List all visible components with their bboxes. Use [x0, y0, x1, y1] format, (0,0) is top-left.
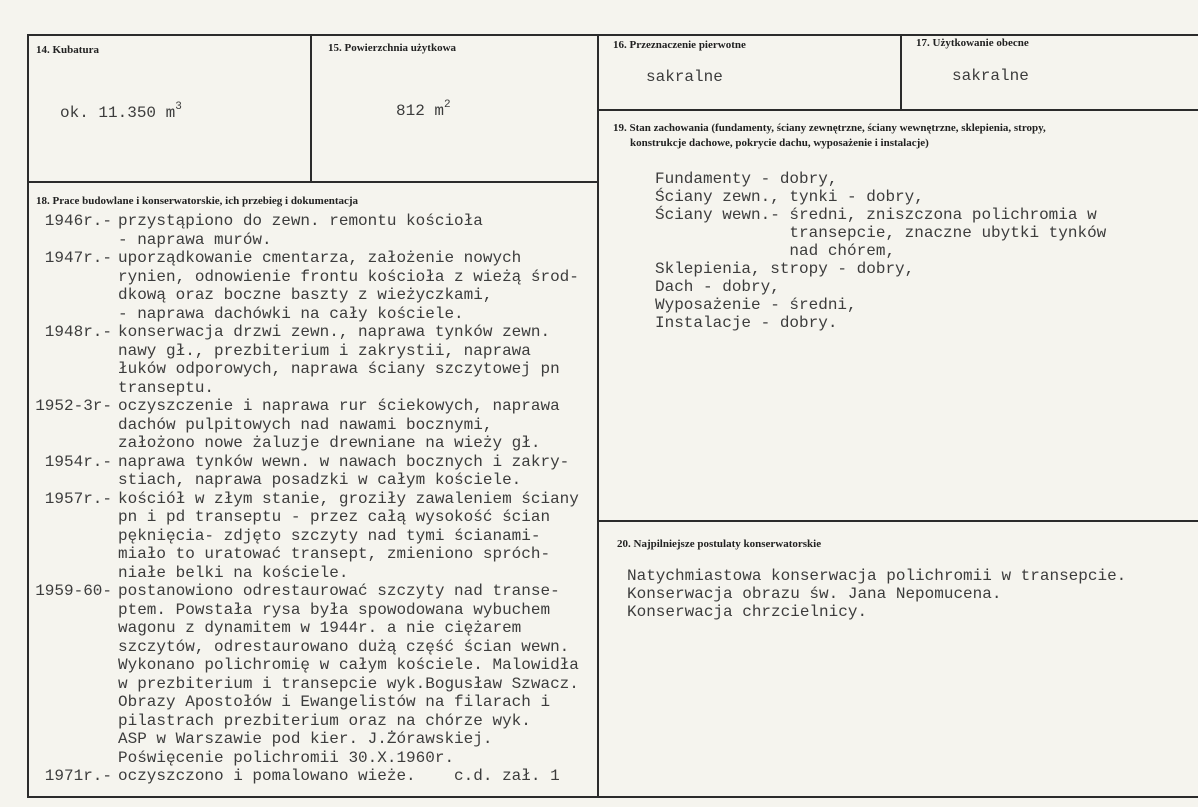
- divider-16-19: [597, 109, 1198, 111]
- box18-entry-text: oczyszczenie i naprawa rur ściekowych, naprawa: [118, 397, 560, 415]
- box18-entry-year: [14, 342, 112, 361]
- box18-entry-line: [14, 656, 614, 675]
- box18-entry-line: [14, 749, 614, 768]
- box15-value: [396, 99, 451, 123]
- box18-entry-text: postanowiono odrestaurować szczyty nad transe-: [118, 582, 560, 600]
- box18-entry-line: [14, 286, 614, 305]
- box18-entry-line: [14, 397, 614, 416]
- box16-value: sakralne: [646, 68, 723, 86]
- box18-entry-line: [14, 675, 614, 694]
- box18-entry-text: dkową oraz boczne baszty z wieżyczkami,: [118, 286, 493, 304]
- box18-entry-year: 1947r.-: [44, 249, 112, 267]
- box18-entry-text: stiach, naprawa posadzki w całym kościele.: [118, 471, 522, 489]
- box18-entry-line: [14, 527, 614, 546]
- box19-line: Instalacje - dobry.: [655, 314, 838, 332]
- box18-entry-year: [14, 730, 112, 749]
- box18-entry-text: dachów pulpitowych nad nawami bocznymi,: [118, 415, 493, 434]
- box20-body: [627, 567, 1126, 621]
- box18-entry-line: [14, 249, 614, 268]
- box18-entry-year: [14, 508, 112, 527]
- box20-line: Konserwacja chrzcielnicy.: [627, 603, 868, 621]
- box18-entry-text: przystąpiono do zewn. remontu kościoła: [118, 212, 483, 230]
- box14-value: [60, 101, 182, 125]
- box14-value-sup: 3: [175, 101, 182, 113]
- box18-entry-text: Obrazy Apostołów i Ewangelistów na filarach i: [118, 693, 551, 711]
- box18-entry-line: [14, 379, 614, 398]
- box17-header: 17. Użytkowanie obecne: [916, 37, 1029, 49]
- box18-entry-line: [14, 360, 614, 379]
- box18-entry-text: ptem. Powstała rysa była spowodowana wybuchem: [118, 600, 551, 619]
- box15-value-sup: 2: [444, 99, 451, 111]
- box15-value-text: 812 m: [396, 102, 445, 120]
- box18-entry-year: [14, 471, 112, 490]
- box18-entry-line: [14, 638, 614, 657]
- box18-entry-year: 1971r.-: [44, 767, 112, 785]
- box18-entry-line: [14, 508, 614, 527]
- border-bottom: [27, 796, 1198, 798]
- box18-entry-text: łuków odporowych, naprawa ściany szczytowej pn: [118, 360, 560, 378]
- box18-entry-year: [14, 416, 112, 435]
- box19-line: Fundamenty - dobry,: [655, 170, 838, 188]
- box18-entry-line: [14, 231, 614, 250]
- box18-header: 18. Prace budowlane i konserwatorskie, ich przebieg i dokumentacja: [36, 195, 359, 207]
- box18-entry-text: założono nowe żaluzje drewniane na wieży gł.: [118, 434, 541, 452]
- box19-line: Wyposażenie - średni,: [655, 296, 857, 314]
- box18-entry-year: [14, 305, 112, 324]
- box18-entry-line: [14, 582, 614, 601]
- box19-line: transepcie, znaczne ubytki tynków: [655, 224, 1107, 242]
- box19-line: Ściany wewn.- średni, zniszczona polichromia w: [655, 206, 1097, 224]
- box19-line: nad chórem,: [655, 242, 896, 260]
- box18-entry-year: [14, 601, 112, 620]
- box18-entry-line: [14, 453, 614, 472]
- box18-entry-line: [14, 268, 614, 287]
- box18-entry-text: - naprawa murów.: [118, 230, 272, 249]
- box18-entry-line: [14, 730, 614, 749]
- box18-entry-text: ASP w Warszawie pod kier. J.Żórawskiej.: [118, 730, 493, 748]
- box18-entry-line: [14, 212, 614, 231]
- box18-entry-year: 1948r.-: [44, 323, 112, 341]
- box18-entry-year: 1954r.-: [44, 452, 112, 471]
- box20-line: Natychmiastowa konserwacja polichromii w transepcie.: [627, 567, 1127, 585]
- box18-entry-year: [14, 638, 112, 657]
- box18-entry-text: nawy gł., prezbiterium i zakrystii, naprawa: [118, 341, 531, 360]
- box18-entry-year: [14, 693, 112, 712]
- box18-entry-text: kościół w złym stanie, groziły zawaleniem ściany: [118, 489, 579, 508]
- box18-entry-year: [14, 564, 112, 583]
- box18-entry-line: [14, 693, 614, 712]
- box19-header-line2: konstrukcje dachowe, pokrycie dachu, wyposażenie i instalacje): [630, 137, 929, 149]
- box18-entry-text: Poświęcenie polichromii 30.X.1960r.: [118, 748, 455, 767]
- box18-entry-line: [14, 564, 614, 583]
- box19-header-line1: 19. Stan zachowania (fundamenty, ściany zewnętrzne, ściany wewnętrzne, sklepienia, stropy,: [613, 122, 1046, 134]
- box18-entry-year: 1957r.-: [44, 489, 112, 508]
- box15-header: 15. Powierzchnia użytkowa: [328, 42, 457, 54]
- box19-line: Sklepienia, stropy - dobry,: [655, 260, 915, 278]
- divider-19-20: [597, 520, 1198, 522]
- box18-entry-text: miało to uratować transept, zmieniono spróch-: [118, 545, 551, 563]
- box18-entry-line: [14, 323, 614, 342]
- box18-entry-line: [14, 471, 614, 490]
- box17-value: sakralne: [952, 67, 1029, 85]
- box18-entry-text: Wykonano polichromię w całym kościele. Malowidła: [118, 656, 579, 674]
- box18-entry-text: rynien, odnowienie frontu kościoła z wieżą środ-: [118, 267, 579, 286]
- box18-entry-year: [14, 545, 112, 564]
- box18-entry-year: 1946r.-: [44, 212, 112, 230]
- box18-entry-line: [14, 619, 614, 638]
- box18-entry-year: [14, 749, 112, 768]
- box18-entry-text: konserwacja drzwi zewn., naprawa tynków zewn.: [118, 323, 551, 341]
- box18-entry-text: - naprawa dachówki na cały kościele.: [118, 304, 464, 323]
- box18-entry-year: 1952-3r-: [35, 397, 112, 415]
- box18-entry-year: [14, 675, 112, 694]
- box18-entry-line: [14, 712, 614, 731]
- box18-entry-year: [14, 231, 112, 250]
- box14-header: 14. Kubatura: [36, 44, 99, 56]
- box18-entry-year: [14, 268, 112, 287]
- box19-line: Dach - dobry,: [655, 278, 780, 296]
- box18-body: [14, 212, 614, 786]
- box18-entry-line: [14, 545, 614, 564]
- box18-entry-line: [14, 434, 614, 453]
- box18-entry-year: [14, 619, 112, 638]
- box18-entry-line: [14, 416, 614, 435]
- box18-entry-year: [14, 527, 112, 546]
- box18-entry-line: [14, 342, 614, 361]
- box18-entry-year: 1959-60-: [35, 582, 112, 600]
- box18-entry-line: [14, 305, 614, 324]
- box18-entry-text: uporządkowanie cmentarza, założenie nowych: [118, 249, 522, 267]
- box18-entry-text: oczyszczono i pomalowano wieże. c.d. zał. 1: [118, 767, 560, 785]
- box18-entry-line: [14, 601, 614, 620]
- box18-entry-year: [14, 434, 112, 453]
- divider-row1-left: [27, 181, 598, 183]
- box18-entry-line: [14, 490, 614, 509]
- box18-entry-text: pilastrach prezbiterium oraz na chórze wyk.: [118, 711, 531, 730]
- box18-entry-text: niałe belki na kościele.: [118, 563, 349, 582]
- box18-entry-year: [14, 656, 112, 675]
- divider-16-17: [900, 34, 902, 110]
- box18-entry-text: pn i pd transeptu - przez całą wysokość ścian: [118, 508, 551, 526]
- box18-entry-text: pęknięcia- zdjęto szczyty nad tymi ścianami-: [118, 526, 541, 545]
- box18-entry-text: naprawa tynków wewn. w nawach bocznych i zakry-: [118, 452, 570, 471]
- box18-entry-text: szczytów, odrestaurowano dużą część ścian wewn.: [118, 637, 570, 656]
- box19-body: [655, 170, 1106, 332]
- box18-entry-year: [14, 286, 112, 305]
- box18-entry-year: [14, 379, 112, 398]
- box19-line: Ściany zewn., tynki - dobry,: [655, 188, 924, 206]
- box18-entry-year: [14, 712, 112, 731]
- box20-header: 20. Najpilniejsze postulaty konserwatorskie: [617, 538, 822, 550]
- box14-value-text: ok. 11.350 m: [60, 104, 176, 122]
- divider-14-15: [310, 34, 312, 182]
- box18-entry-text: transeptu.: [118, 378, 215, 397]
- box18-entry-text: w prezbiterium i transepcie wyk.Bogusław Szwacz.: [118, 674, 579, 693]
- box18-entry-text: wagonu z dynamitem w 1944r. a nie ciężarem: [118, 619, 522, 637]
- box20-line: Konserwacja obrazu św. Jana Nepomucena.: [627, 585, 1002, 603]
- box18-entry-line: [14, 767, 614, 786]
- box16-header: 16. Przeznaczenie pierwotne: [613, 39, 746, 51]
- box18-entry-year: [14, 360, 112, 379]
